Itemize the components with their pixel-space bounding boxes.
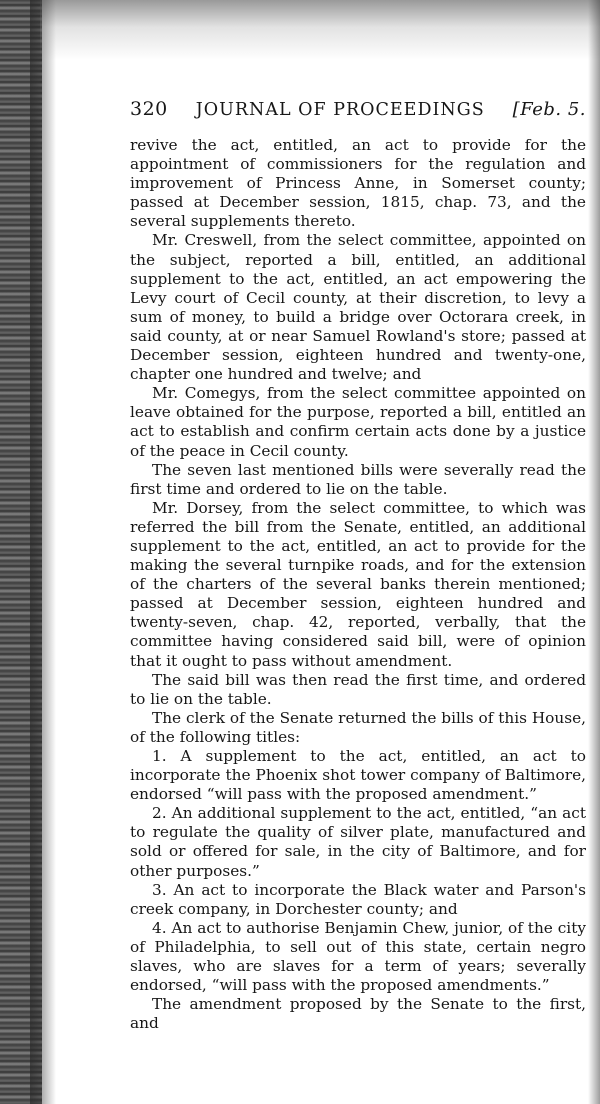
paragraph: Mr. Dorsey, from the select committee, to which was referred the bill from the Senate, entitled, an additional supplement to the act, entitled, an act to provide for the making the several turnpike roads, and for the extension of the charters of the several banks therein mentioned; passed at December session, eighteen hundred and twenty-seven, chap. 42, reported, verbally, that the committee having considered said bill, were of opinion that it ought to pass without amendment. [130,498,586,670]
paragraph: The said bill was then read the first time, and ordered to lie on the table. [130,670,586,708]
paragraph: Mr. Comegys, from the select committee appointed on leave obtained for the purpose, reported a bill, entitled an act to establish and confirm certain acts done by a justice of the peace in Cecil county. [130,384,586,460]
page-header [130,98,586,128]
list-paragraph: 3. An act to incorporate the Black water and Parson's creek company, in Dorchester county; and [130,880,586,918]
page-body [130,136,586,1033]
running-title: JOURNAL OF PROCEEDINGS [195,100,485,120]
list-paragraph: 1. A supplement to the act, entitled, an act to incorporate the Phoenix shot tower company of Baltimore, endorsed “will pass with the proposed amendment.” [130,747,586,804]
paragraph: The amendment proposed by the Senate to the first, and [130,995,586,1033]
paragraph: The clerk of the Senate returned the bills of this House, of the following titles: [130,708,586,746]
page-number: 320 [130,98,168,120]
scan-right-edge [588,0,600,1104]
paragraph-continuation: revive the act, entitled, an act to provide for the appointment of commissioners for the regulation and improvement of Princess Anne, in Somerset county; passed at December session, 1815, chap. 73, and the several supplements thereto. [130,136,586,231]
paragraph: Mr. Creswell, from the select committee, appointed on the subject, reported a bill, entitled, an additional supplement to the act, entitled, an act empowering the Levy court of Cecil county, at their discretion, to levy a sum of money, to build a bridge over Octorara creek, in said county, at or near Samuel Rowland's store; passed at December session, eighteen hundred and twenty-one, chapter one hundred and twelve; and [130,231,586,384]
list-paragraph: 4. An act to authorise Benjamin Chew, junior, of the city of Philadelphia, to sell out of this state, certain negro slaves, who are slaves for a term of years; severally endorsed, “will pass with the proposed amendments.” [130,918,586,995]
paragraph: The seven last mentioned bills were severally read the first time and ordered to lie on the table. [130,460,586,498]
scan-binding-shadow [30,0,56,1104]
list-paragraph: 2. An additional supplement to the act, entitled, “an act to regulate the quality of silver plate, manufactured and sold or offered for sale, in the city of Baltimore, and for other purposes.” [130,804,586,880]
header-date: [Feb. 5. [512,99,586,120]
journal-page [130,98,586,1033]
scan-top-edge [40,0,600,60]
